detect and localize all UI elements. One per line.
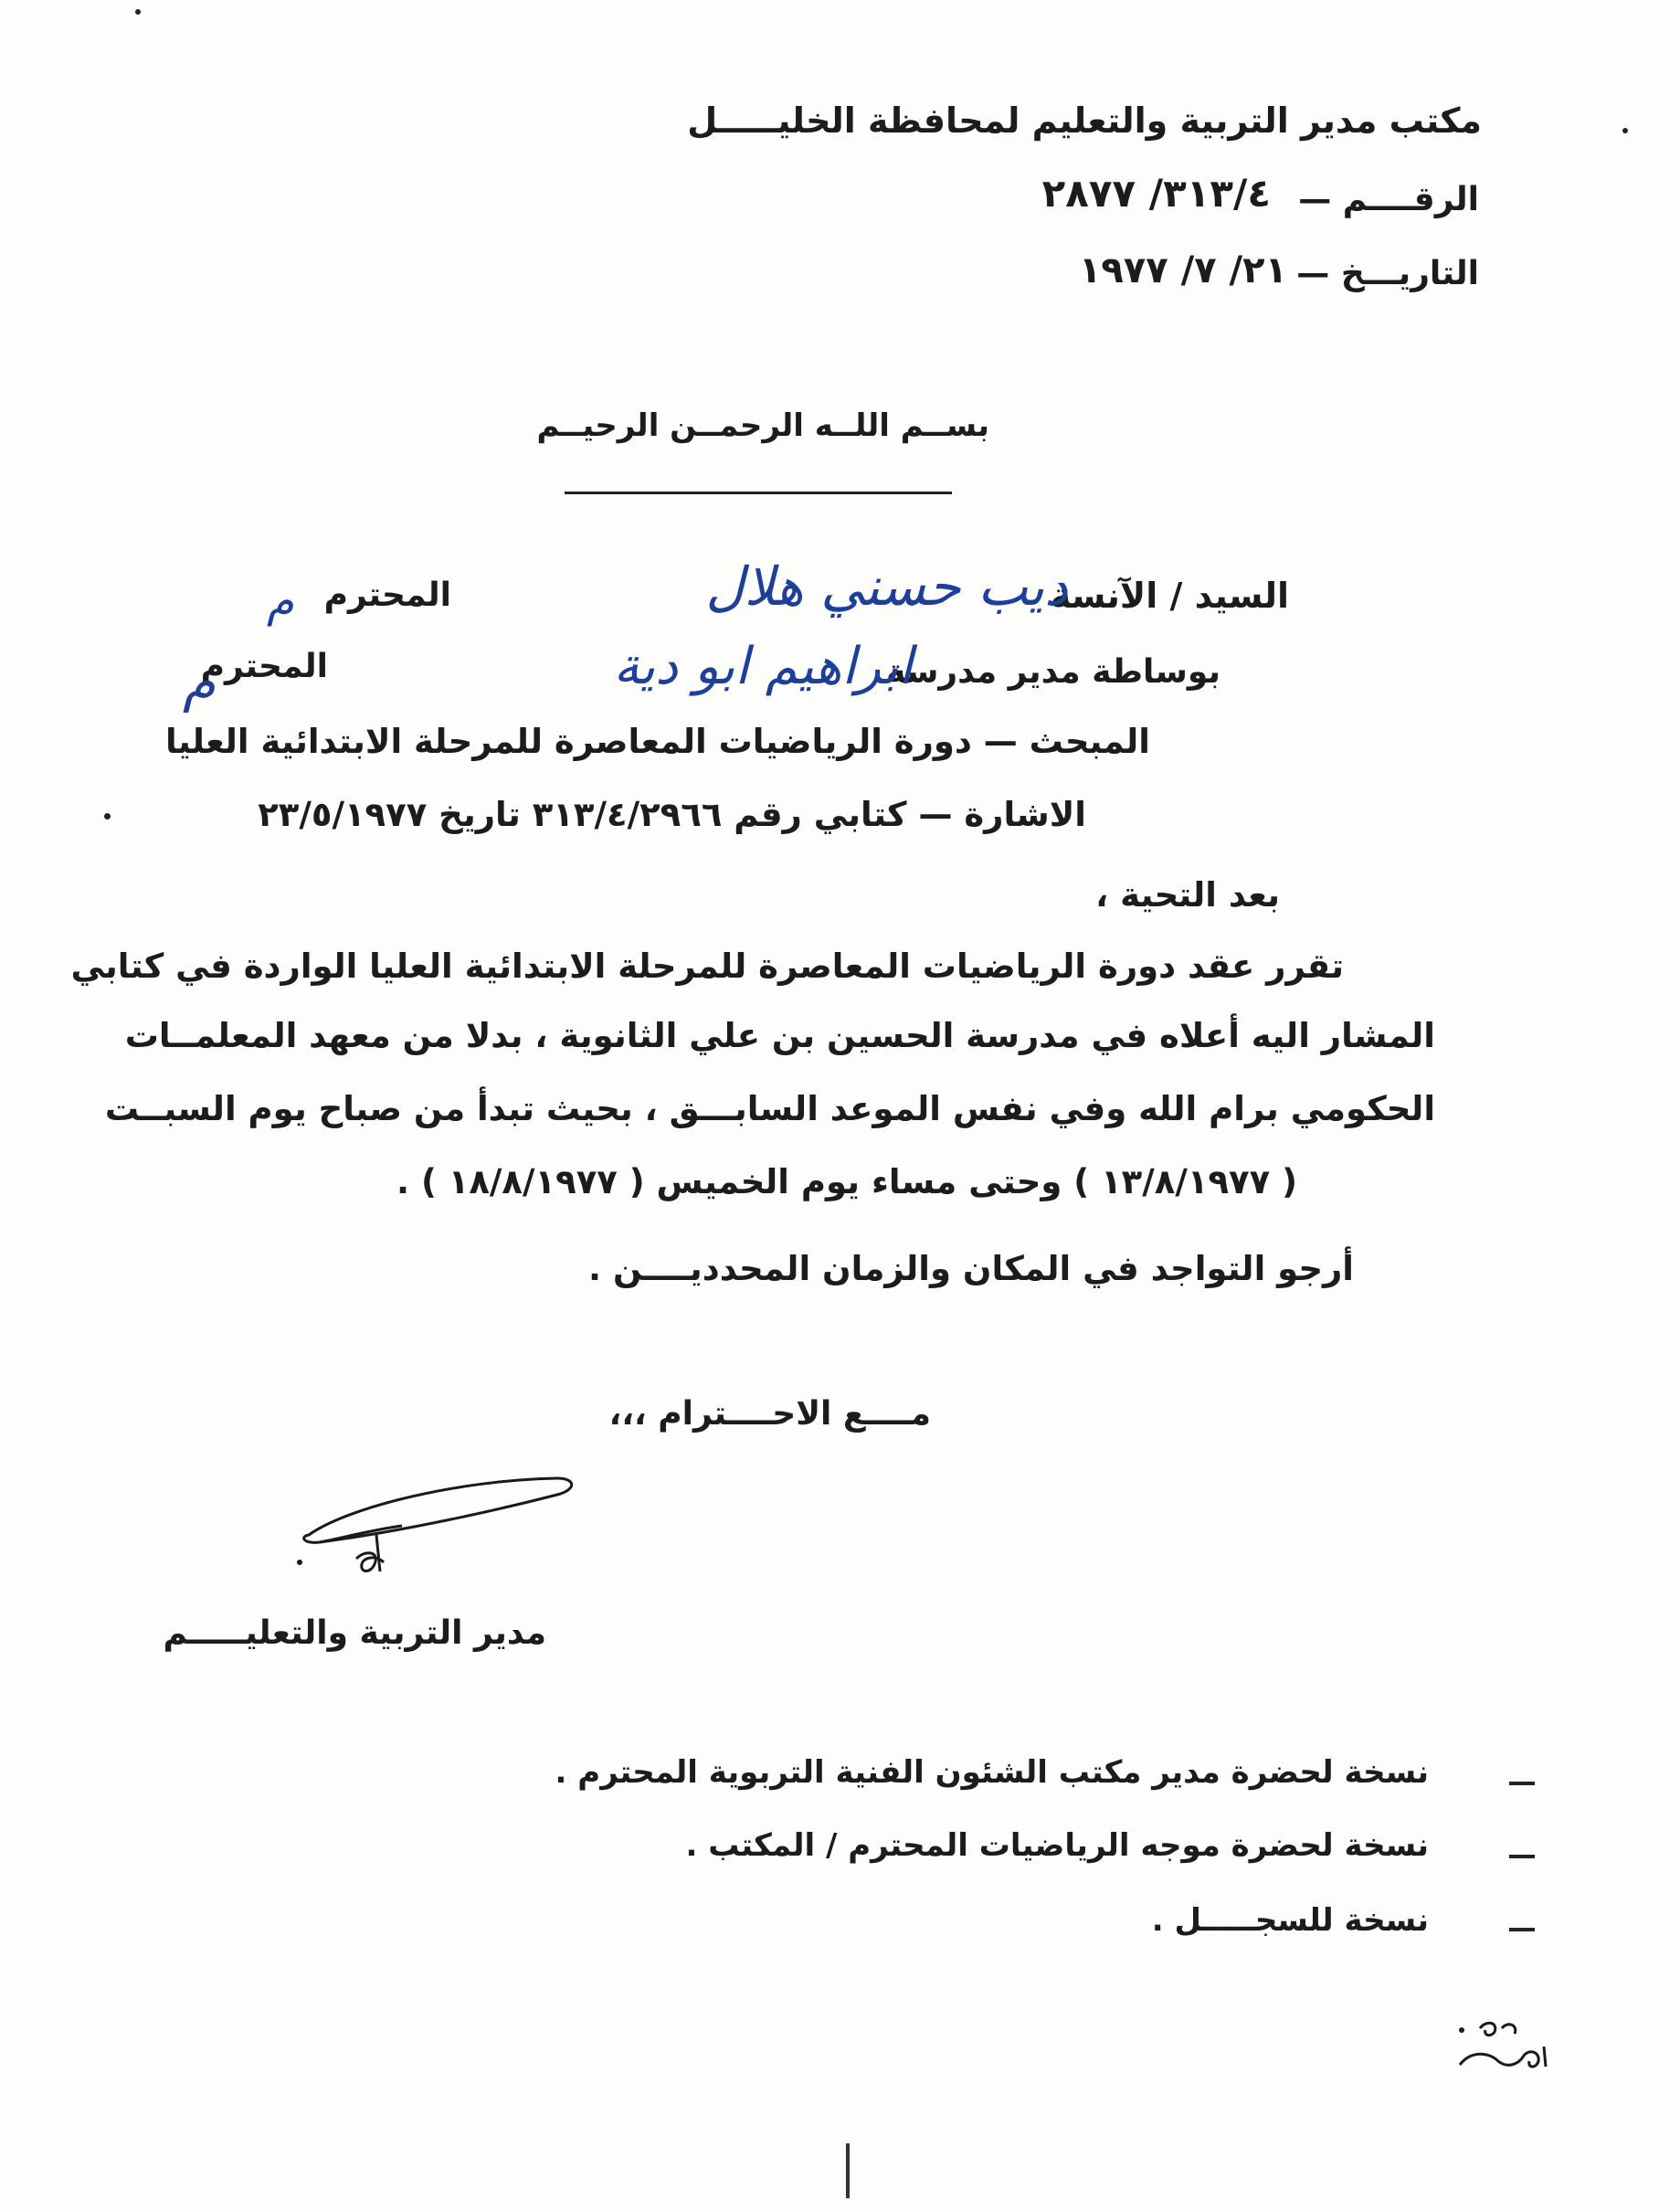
signature-handwritten	[292, 1471, 585, 1590]
date-label: التاريـــخ —	[1296, 255, 1479, 292]
typist-initials-mark	[1443, 2010, 1580, 2083]
body-line-1: تقرر عقد دورة الرياضيات المعاصرة للمرحلة الابتدائية العليا الواردة في كتابي	[70, 947, 1344, 986]
body-line-3: الحكومي برام الله وفي نفس الموعد السابـــق ، بحيث تبدأ من صباح يوم السبــت	[104, 1089, 1435, 1128]
copy-bullet	[1509, 1855, 1535, 1858]
binder-mark	[846, 2143, 850, 2198]
signatory-title: مدير التربية والتعليـــــم	[163, 1614, 546, 1652]
reference-number-value: ٣١٣/٤/ ٢٨٧٧	[1041, 171, 1271, 216]
greeting: بعد التحية ،	[1095, 875, 1280, 915]
via-label: بوساطة مدير مدرسة	[886, 653, 1220, 691]
school-name-handwritten: ابراهيم ابو دية	[613, 637, 913, 696]
reference-line: الاشارة — كتابي رقم ٣١٣/٤/٢٩٦٦ تاريخ ٢٣/٥/١٩٧٧	[258, 795, 1086, 834]
scan-speck	[104, 813, 111, 820]
body-line-2: المشار اليه أعلاه في مدرسة الحسين بن علي الثانوية ، بدلا من معهد المعلمــات	[124, 1016, 1435, 1055]
scan-speck	[1622, 128, 1628, 133]
date-value: ٢١/ ٧/ ١٩٧٧	[1079, 249, 1287, 291]
body-line-4: ( ١٣/٨/١٩٧٧ ) وحتى مساء يوم الخميس ( ١٨/٨/١٩٧٧ ) .	[396, 1162, 1297, 1201]
basmala: بســم اللــه الرحمــن الرحيــم	[536, 407, 989, 444]
subject-line: المبحث — دورة الرياضيات المعاصرة للمرحلة الابتدائية العليا	[164, 722, 1150, 761]
recipient-honorific: المحترم	[323, 577, 451, 614]
copy-line-1: نسخة لحضرة مدير مكتب الشئون الفنية التربوية المحترم .	[555, 1754, 1429, 1791]
copy-line-3: نسخة للسجـــــل .	[1151, 1902, 1429, 1939]
via-honorific-completion-handwritten: م	[183, 651, 216, 713]
scan-speck	[135, 9, 141, 15]
closing: مــــع الاحــــترام ،،،	[608, 1395, 931, 1433]
copy-line-2: نسخة لحضرة موجه الرياضيات المحترم / المكتب .	[685, 1827, 1429, 1864]
via-honorific: المحترم	[200, 648, 328, 685]
honorific-completion-handwritten: م	[267, 576, 294, 627]
basmala-divider	[565, 492, 952, 494]
office-heading: مكتب مدير التربية والتعليم لمحافظة الخليـــــل	[687, 100, 1482, 141]
recipient-name-handwritten: ديب حسني هلال	[705, 555, 1068, 618]
copy-bullet	[1509, 1928, 1535, 1931]
reference-number-label: الرقــــم —	[1298, 181, 1479, 218]
copy-bullet	[1509, 1782, 1535, 1785]
request-line: أرجو التواجد في المكان والزمان المحدديــــن .	[588, 1249, 1354, 1288]
recipient-salutation: السيد / الآنسة	[1050, 576, 1289, 616]
